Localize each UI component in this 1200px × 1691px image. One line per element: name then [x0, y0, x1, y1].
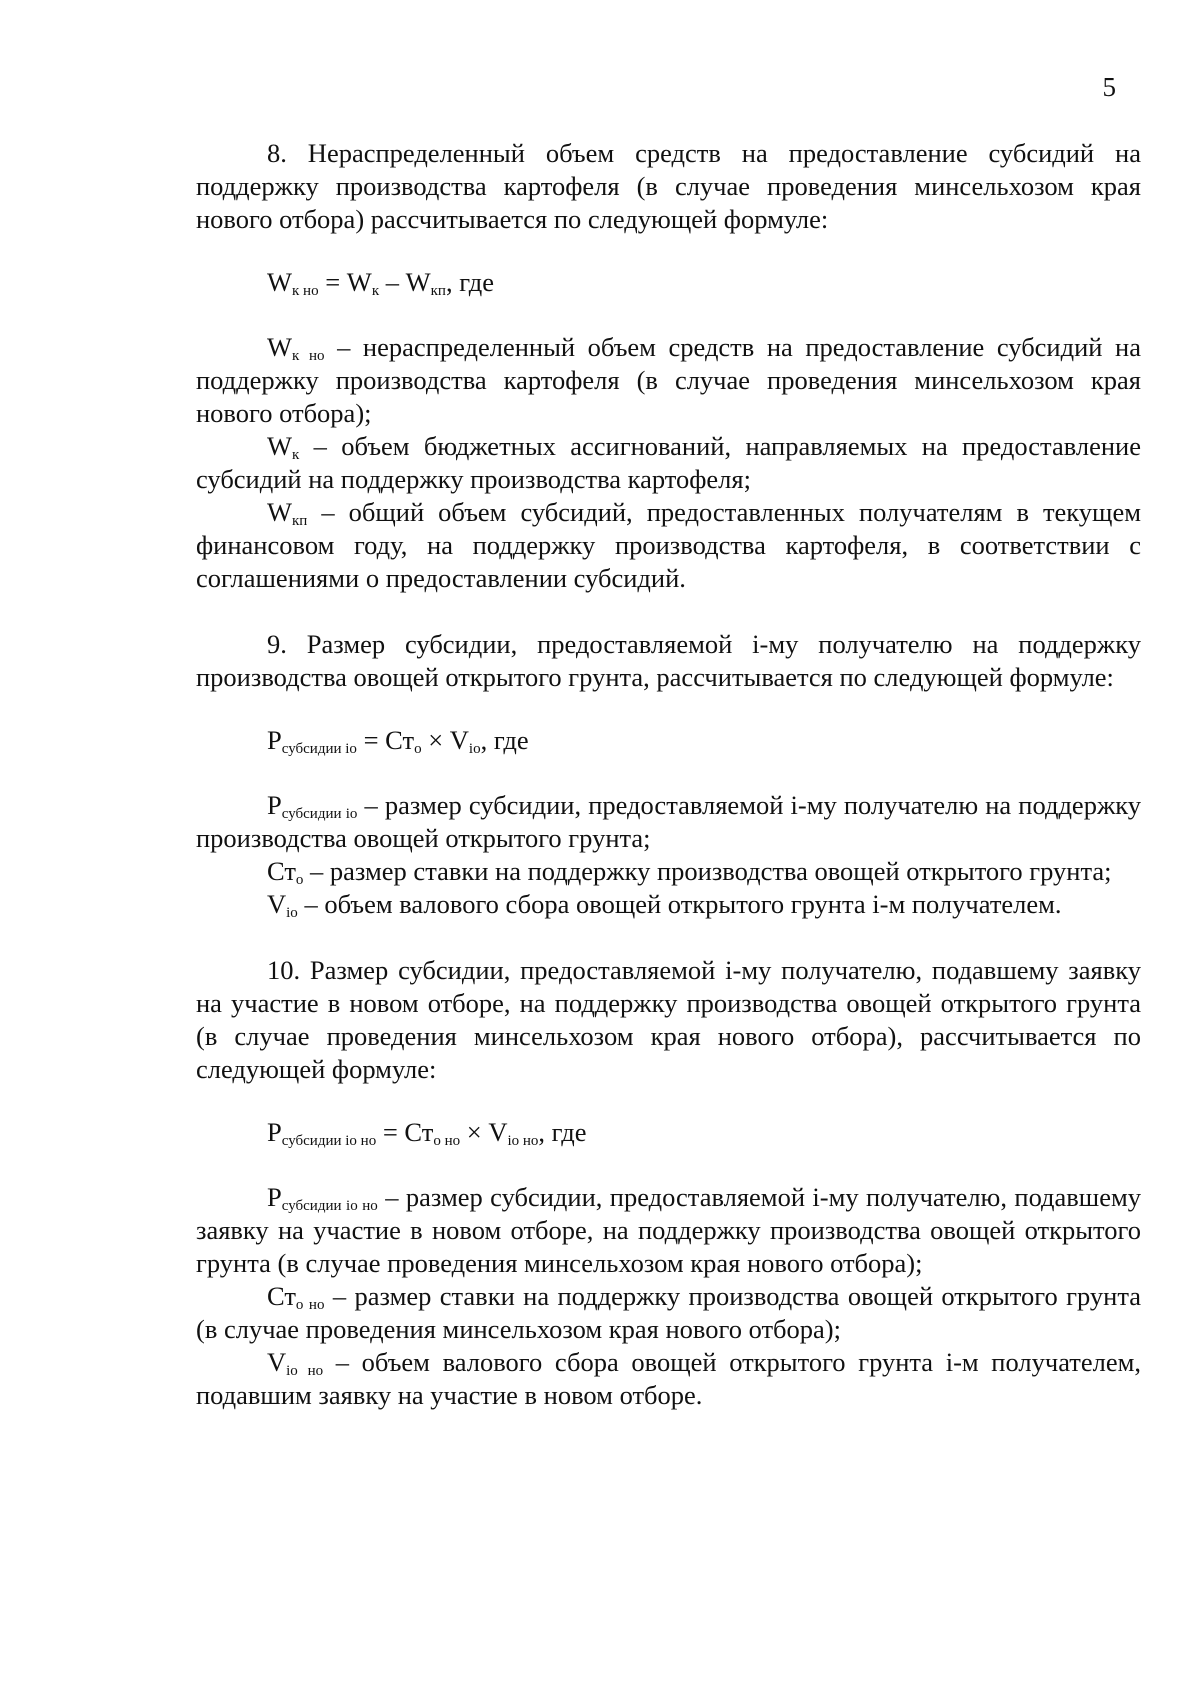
section-8-formula: $W_{к но} = W_к - W_{кп}$, где: [267, 267, 494, 299]
section-8-intro: 8. Нераспределенный объем средств на предоставление субсидий на поддержку производства картофеля (в случае проведения минсельхозом края нового отбора) рассчитывается по следующей формуле:: [196, 138, 1141, 234]
section-10-formula: $P_{субсидии io но} = Ст_{о но} \times V_{io но}$, где: [267, 1117, 587, 1149]
section-10-def-2: $Ст_{о но}$ – размер ставки на поддержку производства овощей открытого грунта (в случае проведения минсельхозом края нового отбора);: [196, 1281, 1141, 1344]
page-number: 5: [1102, 72, 1116, 102]
section-10-def-3: $V_{io но}$ – объем валового сбора овощей открытого грунта i-м получателем, подавшим заявку на участие в новом отборе.: [196, 1347, 1141, 1410]
section-9-intro: 9. Размер субсидии, предоставляемой i-му получателю на поддержку производства овощей открытого грунта, рассчитывается по следующей формуле:: [196, 629, 1141, 692]
section-9-def-3: $V_{io}$ – объем валового сбора овощей открытого грунта i-м получателем.: [267, 889, 1062, 921]
section-10-def-1: $P_{субсидии io но}$ – размер субсидии, предоставляемой i-му получателю, подавшему заявку на участие в новом отборе, на поддержку производства овощей открытого грунта (в случае проведения минсельхозом края нового отбора);: [196, 1182, 1141, 1278]
section-10-intro: 10. Размер субсидии, предоставляемой i-му получателю, подавшему заявку на участие в новом отборе, на поддержку производства овощей открытого грунта (в случае проведения минсельхозом края нового отбора), рассчитывается по следующей формуле:: [196, 955, 1141, 1084]
section-8-def-2: $W_к$ – объем бюджетных ассигнований, направляемых на предоставление субсидий на поддержку производства картофеля;: [196, 431, 1141, 494]
section-9-formula: $P_{субсидии io} = Ст_о \times V_{io}$, где: [267, 725, 529, 757]
section-9-def-1: $P_{субсидии io}$ – размер субсидии, предоставляемой i-му получателю на поддержку производства овощей открытого грунта;: [196, 790, 1142, 853]
section-8-def-3: $W_{кп}$ – общий объем субсидий, предоставленных получателям в текущем финансовом году, на поддержку производства картофеля, в соответствии с соглашениями о предоставлении субсидий.: [196, 497, 1141, 593]
section-8-def-1: $W_{к но}$ – нераспределенный объем средств на предоставление субсидий на поддержку производства картофеля (в случае проведения минсельхозом края нового отбора);: [196, 332, 1141, 428]
document-body: [196, 137, 1141, 1412]
section-9-def-2: $Ст_о$ – размер ставки на поддержку производства овощей открытого грунта;: [267, 856, 1112, 888]
